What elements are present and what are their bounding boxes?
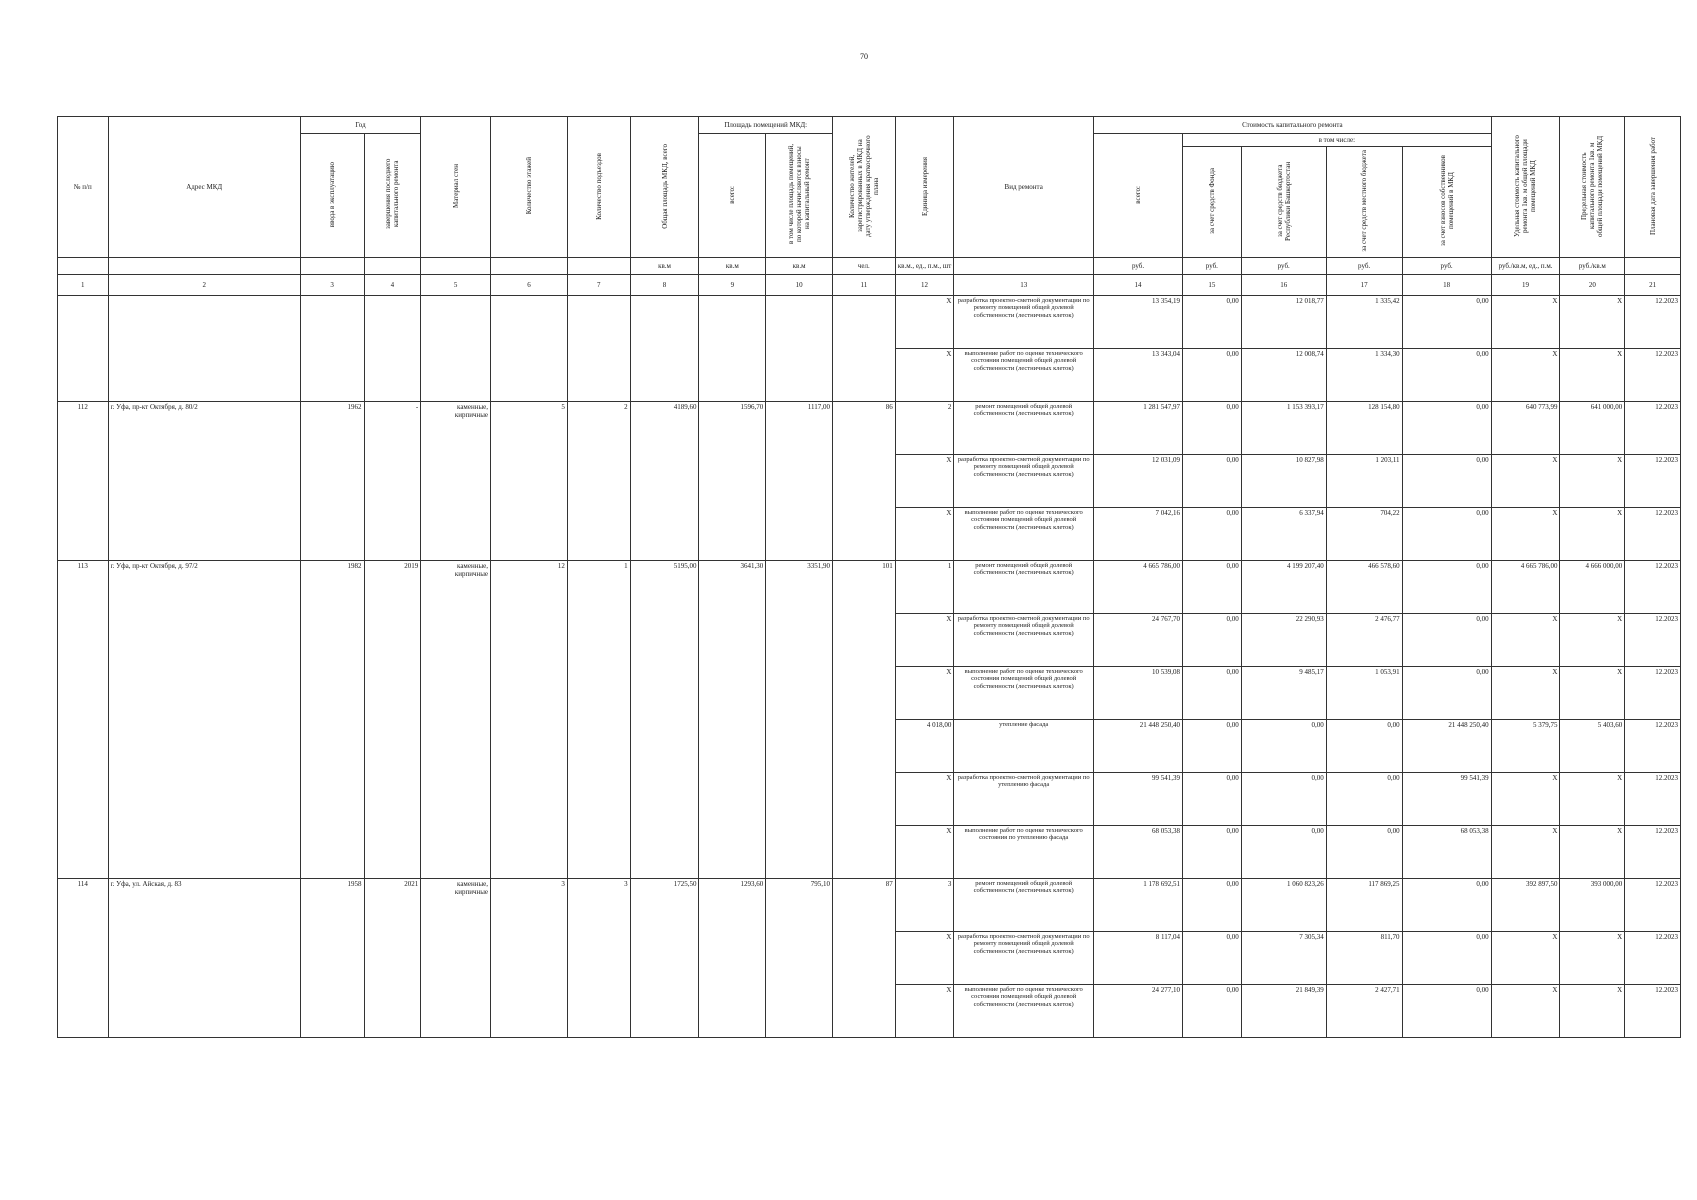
max-cost-cell: X bbox=[1560, 614, 1625, 667]
table-row bbox=[58, 402, 1681, 455]
work-type-cell: разработка проектно-сметной документации по ремонту помещений общей долевой собственности (лестничных клеток) bbox=[954, 932, 1094, 985]
cost-total-cell: 99 541,39 bbox=[1094, 773, 1183, 826]
cost-owners-cell: 0,00 bbox=[1402, 614, 1491, 667]
address-cell: г. Уфа, пр-кт Октября, д. 97/2 bbox=[108, 561, 300, 879]
work-type-cell: выполнение работ по оценке технического состояния помещений общей долевой собственности (лестничных клеток) bbox=[954, 349, 1094, 402]
work-type-cell: выполнение работ по оценке технического состояния помещений общей долевой собственности (лестничных клеток) bbox=[954, 985, 1094, 1038]
unit-value-cell: X bbox=[895, 932, 954, 985]
cost-total-cell: 24 767,70 bbox=[1094, 614, 1183, 667]
header-year-group: Год bbox=[300, 117, 420, 134]
cost-local-cell: 466 578,60 bbox=[1326, 561, 1402, 614]
floors-cell: 5 bbox=[491, 402, 568, 561]
column-number-cell: 21 bbox=[1625, 275, 1681, 296]
header-max-cost: Предельная стоимость капитального ремонта 1кв. м общей площади помещений МКД bbox=[1560, 117, 1625, 258]
residents-cell: 87 bbox=[832, 879, 895, 1038]
cost-total-cell: 12 031,09 bbox=[1094, 455, 1183, 508]
max-cost-cell: 641 000,00 bbox=[1560, 402, 1625, 455]
cost-local-cell: 704,22 bbox=[1326, 508, 1402, 561]
header-local: за счет средств местного бюджета bbox=[1326, 147, 1402, 258]
unit-cost-cell: X bbox=[1491, 826, 1560, 879]
unit-cell: руб./кв.м bbox=[1560, 258, 1625, 275]
cost-fund-cell: 0,00 bbox=[1183, 296, 1242, 349]
table-row bbox=[58, 296, 1681, 349]
column-number-cell: 13 bbox=[954, 275, 1094, 296]
header-deadline: Плановая дата завершения работ bbox=[1625, 117, 1681, 258]
residents-cell: 101 bbox=[832, 561, 895, 879]
unit-cell: руб. bbox=[1402, 258, 1491, 275]
cost-fund-cell: 0,00 bbox=[1183, 826, 1242, 879]
unit-value-cell: X bbox=[895, 296, 954, 349]
year-last-repair-cell: 2019 bbox=[364, 561, 421, 879]
unit-cost-cell: 5 379,75 bbox=[1491, 720, 1560, 773]
year-commissioning-cell bbox=[300, 296, 364, 402]
unit-value-cell: X bbox=[895, 508, 954, 561]
cost-local-cell: 0,00 bbox=[1326, 826, 1402, 879]
header-unit: Единица измерения bbox=[895, 117, 954, 258]
address-cell: г. Уфа, ул. Айская, д. 83 bbox=[108, 879, 300, 1038]
floors-cell bbox=[491, 296, 568, 402]
work-type-cell: ремонт помещений общей долевой собственности (лестничных клеток) bbox=[954, 402, 1094, 455]
year-last-repair-cell: - bbox=[364, 402, 421, 561]
cost-owners-cell: 0,00 bbox=[1402, 985, 1491, 1038]
work-type-cell: разработка проектно-сметной документации по ремонту помещений общей долевой собственности (лестничных клеток) bbox=[954, 614, 1094, 667]
floors-cell: 12 bbox=[491, 561, 568, 879]
premises-owned-cell: 795,10 bbox=[766, 879, 833, 1038]
column-number-cell: 6 bbox=[491, 275, 568, 296]
cost-local-cell: 1 334,30 bbox=[1326, 349, 1402, 402]
year-commissioning-cell: 1958 bbox=[300, 879, 364, 1038]
work-type-cell: выполнение работ по оценке технического состояния помещений общей долевой собственности (лестничных клеток) bbox=[954, 667, 1094, 720]
column-number-cell: 14 bbox=[1094, 275, 1183, 296]
cost-republic-cell: 0,00 bbox=[1241, 720, 1326, 773]
table-row bbox=[58, 561, 1681, 614]
cost-local-cell: 0,00 bbox=[1326, 773, 1402, 826]
deadline-cell: 12.2023 bbox=[1625, 508, 1681, 561]
deadline-cell: 12.2023 bbox=[1625, 614, 1681, 667]
cost-republic-cell: 9 485,17 bbox=[1241, 667, 1326, 720]
unit-cell: руб. bbox=[1326, 258, 1402, 275]
cost-owners-cell: 0,00 bbox=[1402, 508, 1491, 561]
cost-fund-cell: 0,00 bbox=[1183, 508, 1242, 561]
max-cost-cell: 393 000,00 bbox=[1560, 879, 1625, 932]
cost-local-cell: 117 869,25 bbox=[1326, 879, 1402, 932]
unit-cell: руб./кв.м, ед., п.м. bbox=[1491, 258, 1560, 275]
wall-material-cell bbox=[421, 296, 491, 402]
total-area-cell: 1725,50 bbox=[630, 879, 699, 1038]
cost-republic-cell: 7 305,34 bbox=[1241, 932, 1326, 985]
unit-value-cell: 1 bbox=[895, 561, 954, 614]
residents-cell bbox=[832, 296, 895, 402]
unit-cost-cell: 640 773,99 bbox=[1491, 402, 1560, 455]
cost-fund-cell: 0,00 bbox=[1183, 720, 1242, 773]
unit-cell: руб. bbox=[1183, 258, 1242, 275]
deadline-cell: 12.2023 bbox=[1625, 667, 1681, 720]
cost-total-cell: 1 281 547,97 bbox=[1094, 402, 1183, 455]
cost-total-cell: 24 277,10 bbox=[1094, 985, 1183, 1038]
cost-local-cell: 2 476,77 bbox=[1326, 614, 1402, 667]
year-commissioning-cell: 1982 bbox=[300, 561, 364, 879]
max-cost-cell: X bbox=[1560, 455, 1625, 508]
cost-republic-cell: 21 849,39 bbox=[1241, 985, 1326, 1038]
premises-total-cell: 3641,30 bbox=[699, 561, 766, 879]
unit-value-cell: X bbox=[895, 614, 954, 667]
deadline-cell: 12.2023 bbox=[1625, 402, 1681, 455]
entrances-cell: 2 bbox=[567, 402, 630, 561]
table-row bbox=[58, 879, 1681, 932]
deadline-cell: 12.2023 bbox=[1625, 296, 1681, 349]
unit-cost-cell: 4 665 786,00 bbox=[1491, 561, 1560, 614]
max-cost-cell: X bbox=[1560, 826, 1625, 879]
cost-total-cell: 7 042,16 bbox=[1094, 508, 1183, 561]
premises-total-cell bbox=[699, 296, 766, 402]
unit-cost-cell: X bbox=[1491, 614, 1560, 667]
cost-owners-cell: 0,00 bbox=[1402, 879, 1491, 932]
header-address: Адрес МКД bbox=[108, 117, 300, 258]
unit-cost-cell: 392 897,50 bbox=[1491, 879, 1560, 932]
header-owners: за счет взносов собственников помещений в МКД bbox=[1402, 147, 1491, 258]
unit-cost-cell: X bbox=[1491, 296, 1560, 349]
cost-owners-cell: 0,00 bbox=[1402, 296, 1491, 349]
cost-owners-cell: 99 541,39 bbox=[1402, 773, 1491, 826]
max-cost-cell: X bbox=[1560, 296, 1625, 349]
unit-cost-cell: X bbox=[1491, 508, 1560, 561]
premises-total-cell: 1596,70 bbox=[699, 402, 766, 561]
cost-owners-cell: 21 448 250,40 bbox=[1402, 720, 1491, 773]
deadline-cell: 12.2023 bbox=[1625, 773, 1681, 826]
premises-owned-cell: 3351,90 bbox=[766, 561, 833, 879]
cost-local-cell: 128 154,80 bbox=[1326, 402, 1402, 455]
cost-local-cell: 1 203,11 bbox=[1326, 455, 1402, 508]
row-number bbox=[58, 296, 109, 402]
column-number-cell: 5 bbox=[421, 275, 491, 296]
max-cost-cell: X bbox=[1560, 985, 1625, 1038]
cost-owners-cell: 0,00 bbox=[1402, 667, 1491, 720]
header-republic: за счет средств бюджета Республики Башкортостан bbox=[1241, 147, 1326, 258]
row-number: 114 bbox=[58, 879, 109, 1038]
cost-republic-cell: 12 008,74 bbox=[1241, 349, 1326, 402]
unit-value-cell: X bbox=[895, 773, 954, 826]
column-number-cell: 3 bbox=[300, 275, 364, 296]
cost-local-cell: 2 427,71 bbox=[1326, 985, 1402, 1038]
work-type-cell: выполнение работ по оценке технического состояния по утеплению фасада bbox=[954, 826, 1094, 879]
cost-fund-cell: 0,00 bbox=[1183, 985, 1242, 1038]
deadline-cell: 12.2023 bbox=[1625, 455, 1681, 508]
unit-value-cell: 3 bbox=[895, 879, 954, 932]
cost-local-cell: 0,00 bbox=[1326, 720, 1402, 773]
total-area-cell bbox=[630, 296, 699, 402]
cost-fund-cell: 0,00 bbox=[1183, 932, 1242, 985]
header-work-type: Вид ремонта bbox=[954, 117, 1094, 258]
deadline-cell: 12.2023 bbox=[1625, 826, 1681, 879]
header-incl: в том числе: bbox=[1183, 134, 1492, 147]
unit-cell: руб. bbox=[1241, 258, 1326, 275]
work-type-cell: разработка проектно-сметной документации по утеплению фасада bbox=[954, 773, 1094, 826]
cost-republic-cell: 0,00 bbox=[1241, 826, 1326, 879]
cost-total-cell: 1 178 692,51 bbox=[1094, 879, 1183, 932]
year-last-repair-cell bbox=[364, 296, 421, 402]
residents-cell: 86 bbox=[832, 402, 895, 561]
address-cell: г. Уфа, пр-кт Октября, д. 80/2 bbox=[108, 402, 300, 561]
unit-value-cell: X bbox=[895, 455, 954, 508]
header-fund: за счет средств Фонда bbox=[1183, 147, 1242, 258]
column-number-cell: 16 bbox=[1241, 275, 1326, 296]
unit-cost-cell: X bbox=[1491, 773, 1560, 826]
total-area-cell: 4189,60 bbox=[630, 402, 699, 561]
entrances-cell: 3 bbox=[567, 879, 630, 1038]
work-type-cell: разработка проектно-сметной документации по ремонту помещений общей долевой собственности (лестничных клеток) bbox=[954, 455, 1094, 508]
column-numbers-row bbox=[58, 275, 1681, 296]
column-number-cell: 4 bbox=[364, 275, 421, 296]
column-number-cell: 19 bbox=[1491, 275, 1560, 296]
unit-cell: кв.м bbox=[630, 258, 699, 275]
cost-owners-cell: 68 053,38 bbox=[1402, 826, 1491, 879]
cost-republic-cell: 6 337,94 bbox=[1241, 508, 1326, 561]
cost-fund-cell: 0,00 bbox=[1183, 455, 1242, 508]
header-premises-total: всего: bbox=[699, 134, 766, 258]
cost-republic-cell: 1 153 393,17 bbox=[1241, 402, 1326, 455]
header-wall-material: Материал стен bbox=[421, 117, 491, 258]
work-type-cell: ремонт помещений общей долевой собственности (лестничных клеток) bbox=[954, 561, 1094, 614]
wall-material-cell: каменные, кирпичные bbox=[421, 402, 491, 561]
cost-local-cell: 1 335,42 bbox=[1326, 296, 1402, 349]
unit-cost-cell: X bbox=[1491, 932, 1560, 985]
max-cost-cell: X bbox=[1560, 349, 1625, 402]
max-cost-cell: X bbox=[1560, 508, 1625, 561]
header-floors: Количество этажей bbox=[491, 117, 568, 258]
row-number: 113 bbox=[58, 561, 109, 879]
header-year-commissioning: ввода в эксплуатацию bbox=[300, 134, 364, 258]
column-number-cell: 9 bbox=[699, 275, 766, 296]
column-number-cell: 12 bbox=[895, 275, 954, 296]
floors-cell: 3 bbox=[491, 879, 568, 1038]
cost-total-cell: 68 053,38 bbox=[1094, 826, 1183, 879]
header-premises-group: Площадь помещений МКД: bbox=[699, 117, 833, 134]
deadline-cell: 12.2023 bbox=[1625, 561, 1681, 614]
column-number-cell: 8 bbox=[630, 275, 699, 296]
header-total-area: Общая площадь МКД, всего bbox=[630, 117, 699, 258]
cost-local-cell: 811,70 bbox=[1326, 932, 1402, 985]
table-body bbox=[58, 296, 1681, 1038]
max-cost-cell: X bbox=[1560, 773, 1625, 826]
column-number-cell: 20 bbox=[1560, 275, 1625, 296]
cost-total-cell: 21 448 250,40 bbox=[1094, 720, 1183, 773]
unit-cell: чел. bbox=[832, 258, 895, 275]
premises-owned-cell bbox=[766, 296, 833, 402]
cost-total-cell: 4 665 786,00 bbox=[1094, 561, 1183, 614]
capital-repair-table bbox=[57, 116, 1681, 1038]
year-commissioning-cell: 1962 bbox=[300, 402, 364, 561]
max-cost-cell: 5 403,60 bbox=[1560, 720, 1625, 773]
cost-republic-cell: 4 199 207,40 bbox=[1241, 561, 1326, 614]
premises-owned-cell: 1117,00 bbox=[766, 402, 833, 561]
cost-fund-cell: 0,00 bbox=[1183, 667, 1242, 720]
header-cost-group: Стоимость капитального ремонта bbox=[1094, 117, 1492, 134]
unit-cell: руб. bbox=[1094, 258, 1183, 275]
cost-total-cell: 10 539,08 bbox=[1094, 667, 1183, 720]
header-premises-owned: в том числе площадь помещений, по которой начисляются взносы на капитальный ремонт bbox=[766, 134, 833, 258]
page-number: 70 bbox=[860, 52, 868, 61]
cost-fund-cell: 0,00 bbox=[1183, 349, 1242, 402]
cost-total-cell: 13 354,19 bbox=[1094, 296, 1183, 349]
row-number: 112 bbox=[58, 402, 109, 561]
max-cost-cell: X bbox=[1560, 932, 1625, 985]
column-number-cell: 11 bbox=[832, 275, 895, 296]
work-type-cell: утепление фасада bbox=[954, 720, 1094, 773]
units-row bbox=[58, 258, 1681, 275]
cost-republic-cell: 1 060 823,26 bbox=[1241, 879, 1326, 932]
unit-value-cell: X bbox=[895, 349, 954, 402]
deadline-cell: 12.2023 bbox=[1625, 985, 1681, 1038]
work-type-cell: ремонт помещений общей долевой собственности (лестничных клеток) bbox=[954, 879, 1094, 932]
cost-fund-cell: 0,00 bbox=[1183, 561, 1242, 614]
unit-value-cell: X bbox=[895, 667, 954, 720]
deadline-cell: 12.2023 bbox=[1625, 349, 1681, 402]
header-entrances: Количество подъездов bbox=[567, 117, 630, 258]
cost-fund-cell: 0,00 bbox=[1183, 402, 1242, 455]
unit-cell: кв.м bbox=[766, 258, 833, 275]
max-cost-cell: 4 666 000,00 bbox=[1560, 561, 1625, 614]
header-year-last-repair: завершения последнего капитального ремонта bbox=[364, 134, 421, 258]
unit-cost-cell: X bbox=[1491, 455, 1560, 508]
cost-republic-cell: 10 827,98 bbox=[1241, 455, 1326, 508]
cost-fund-cell: 0,00 bbox=[1183, 879, 1242, 932]
cost-republic-cell: 22 290,93 bbox=[1241, 614, 1326, 667]
header-num: № п/п bbox=[58, 117, 109, 258]
column-number-cell: 17 bbox=[1326, 275, 1402, 296]
cost-total-cell: 8 117,04 bbox=[1094, 932, 1183, 985]
entrances-cell bbox=[567, 296, 630, 402]
work-type-cell: разработка проектно-сметной документации по ремонту помещений общей долевой собственности (лестничных клеток) bbox=[954, 296, 1094, 349]
column-number-cell: 1 bbox=[58, 275, 109, 296]
cost-owners-cell: 0,00 bbox=[1402, 932, 1491, 985]
header-cost-total: всего: bbox=[1094, 134, 1183, 258]
max-cost-cell: X bbox=[1560, 667, 1625, 720]
header-residents: Количество жителей, зарегистрированных в МКД на дату утверждения краткосрочного плана bbox=[832, 117, 895, 258]
deadline-cell: 12.2023 bbox=[1625, 932, 1681, 985]
column-number-cell: 15 bbox=[1183, 275, 1242, 296]
wall-material-cell: каменные, кирпичные bbox=[421, 561, 491, 879]
cost-republic-cell: 12 018,77 bbox=[1241, 296, 1326, 349]
unit-cost-cell: X bbox=[1491, 985, 1560, 1038]
unit-value-cell: X bbox=[895, 985, 954, 1038]
address-cell bbox=[108, 296, 300, 402]
cost-republic-cell: 0,00 bbox=[1241, 773, 1326, 826]
column-number-cell: 18 bbox=[1402, 275, 1491, 296]
unit-value-cell: X bbox=[895, 826, 954, 879]
cost-total-cell: 13 343,04 bbox=[1094, 349, 1183, 402]
column-number-cell: 2 bbox=[108, 275, 300, 296]
unit-cost-cell: X bbox=[1491, 349, 1560, 402]
unit-value-cell: 2 bbox=[895, 402, 954, 455]
cost-fund-cell: 0,00 bbox=[1183, 773, 1242, 826]
column-number-cell: 7 bbox=[567, 275, 630, 296]
header-unit-cost: Удельная стоимость капитального ремонта 1кв. м общей площади помещений МКД bbox=[1491, 117, 1560, 258]
cost-owners-cell: 0,00 bbox=[1402, 455, 1491, 508]
cost-owners-cell: 0,00 bbox=[1402, 402, 1491, 455]
wall-material-cell: каменные, кирпичные bbox=[421, 879, 491, 1038]
total-area-cell: 5195,00 bbox=[630, 561, 699, 879]
entrances-cell: 1 bbox=[567, 561, 630, 879]
work-type-cell: выполнение работ по оценке технического состояния помещений общей долевой собственности (лестничных клеток) bbox=[954, 508, 1094, 561]
unit-cell: кв.м bbox=[699, 258, 766, 275]
unit-value-cell: 4 018,00 bbox=[895, 720, 954, 773]
cost-owners-cell: 0,00 bbox=[1402, 561, 1491, 614]
cost-local-cell: 1 053,91 bbox=[1326, 667, 1402, 720]
unit-cost-cell: X bbox=[1491, 667, 1560, 720]
column-number-cell: 10 bbox=[766, 275, 833, 296]
deadline-cell: 12.2023 bbox=[1625, 720, 1681, 773]
deadline-cell: 12.2023 bbox=[1625, 879, 1681, 932]
unit-cell: кв.м., ед., п.м., шт bbox=[895, 258, 954, 275]
cost-owners-cell: 0,00 bbox=[1402, 349, 1491, 402]
year-last-repair-cell: 2021 bbox=[364, 879, 421, 1038]
cost-fund-cell: 0,00 bbox=[1183, 614, 1242, 667]
premises-total-cell: 1293,60 bbox=[699, 879, 766, 1038]
